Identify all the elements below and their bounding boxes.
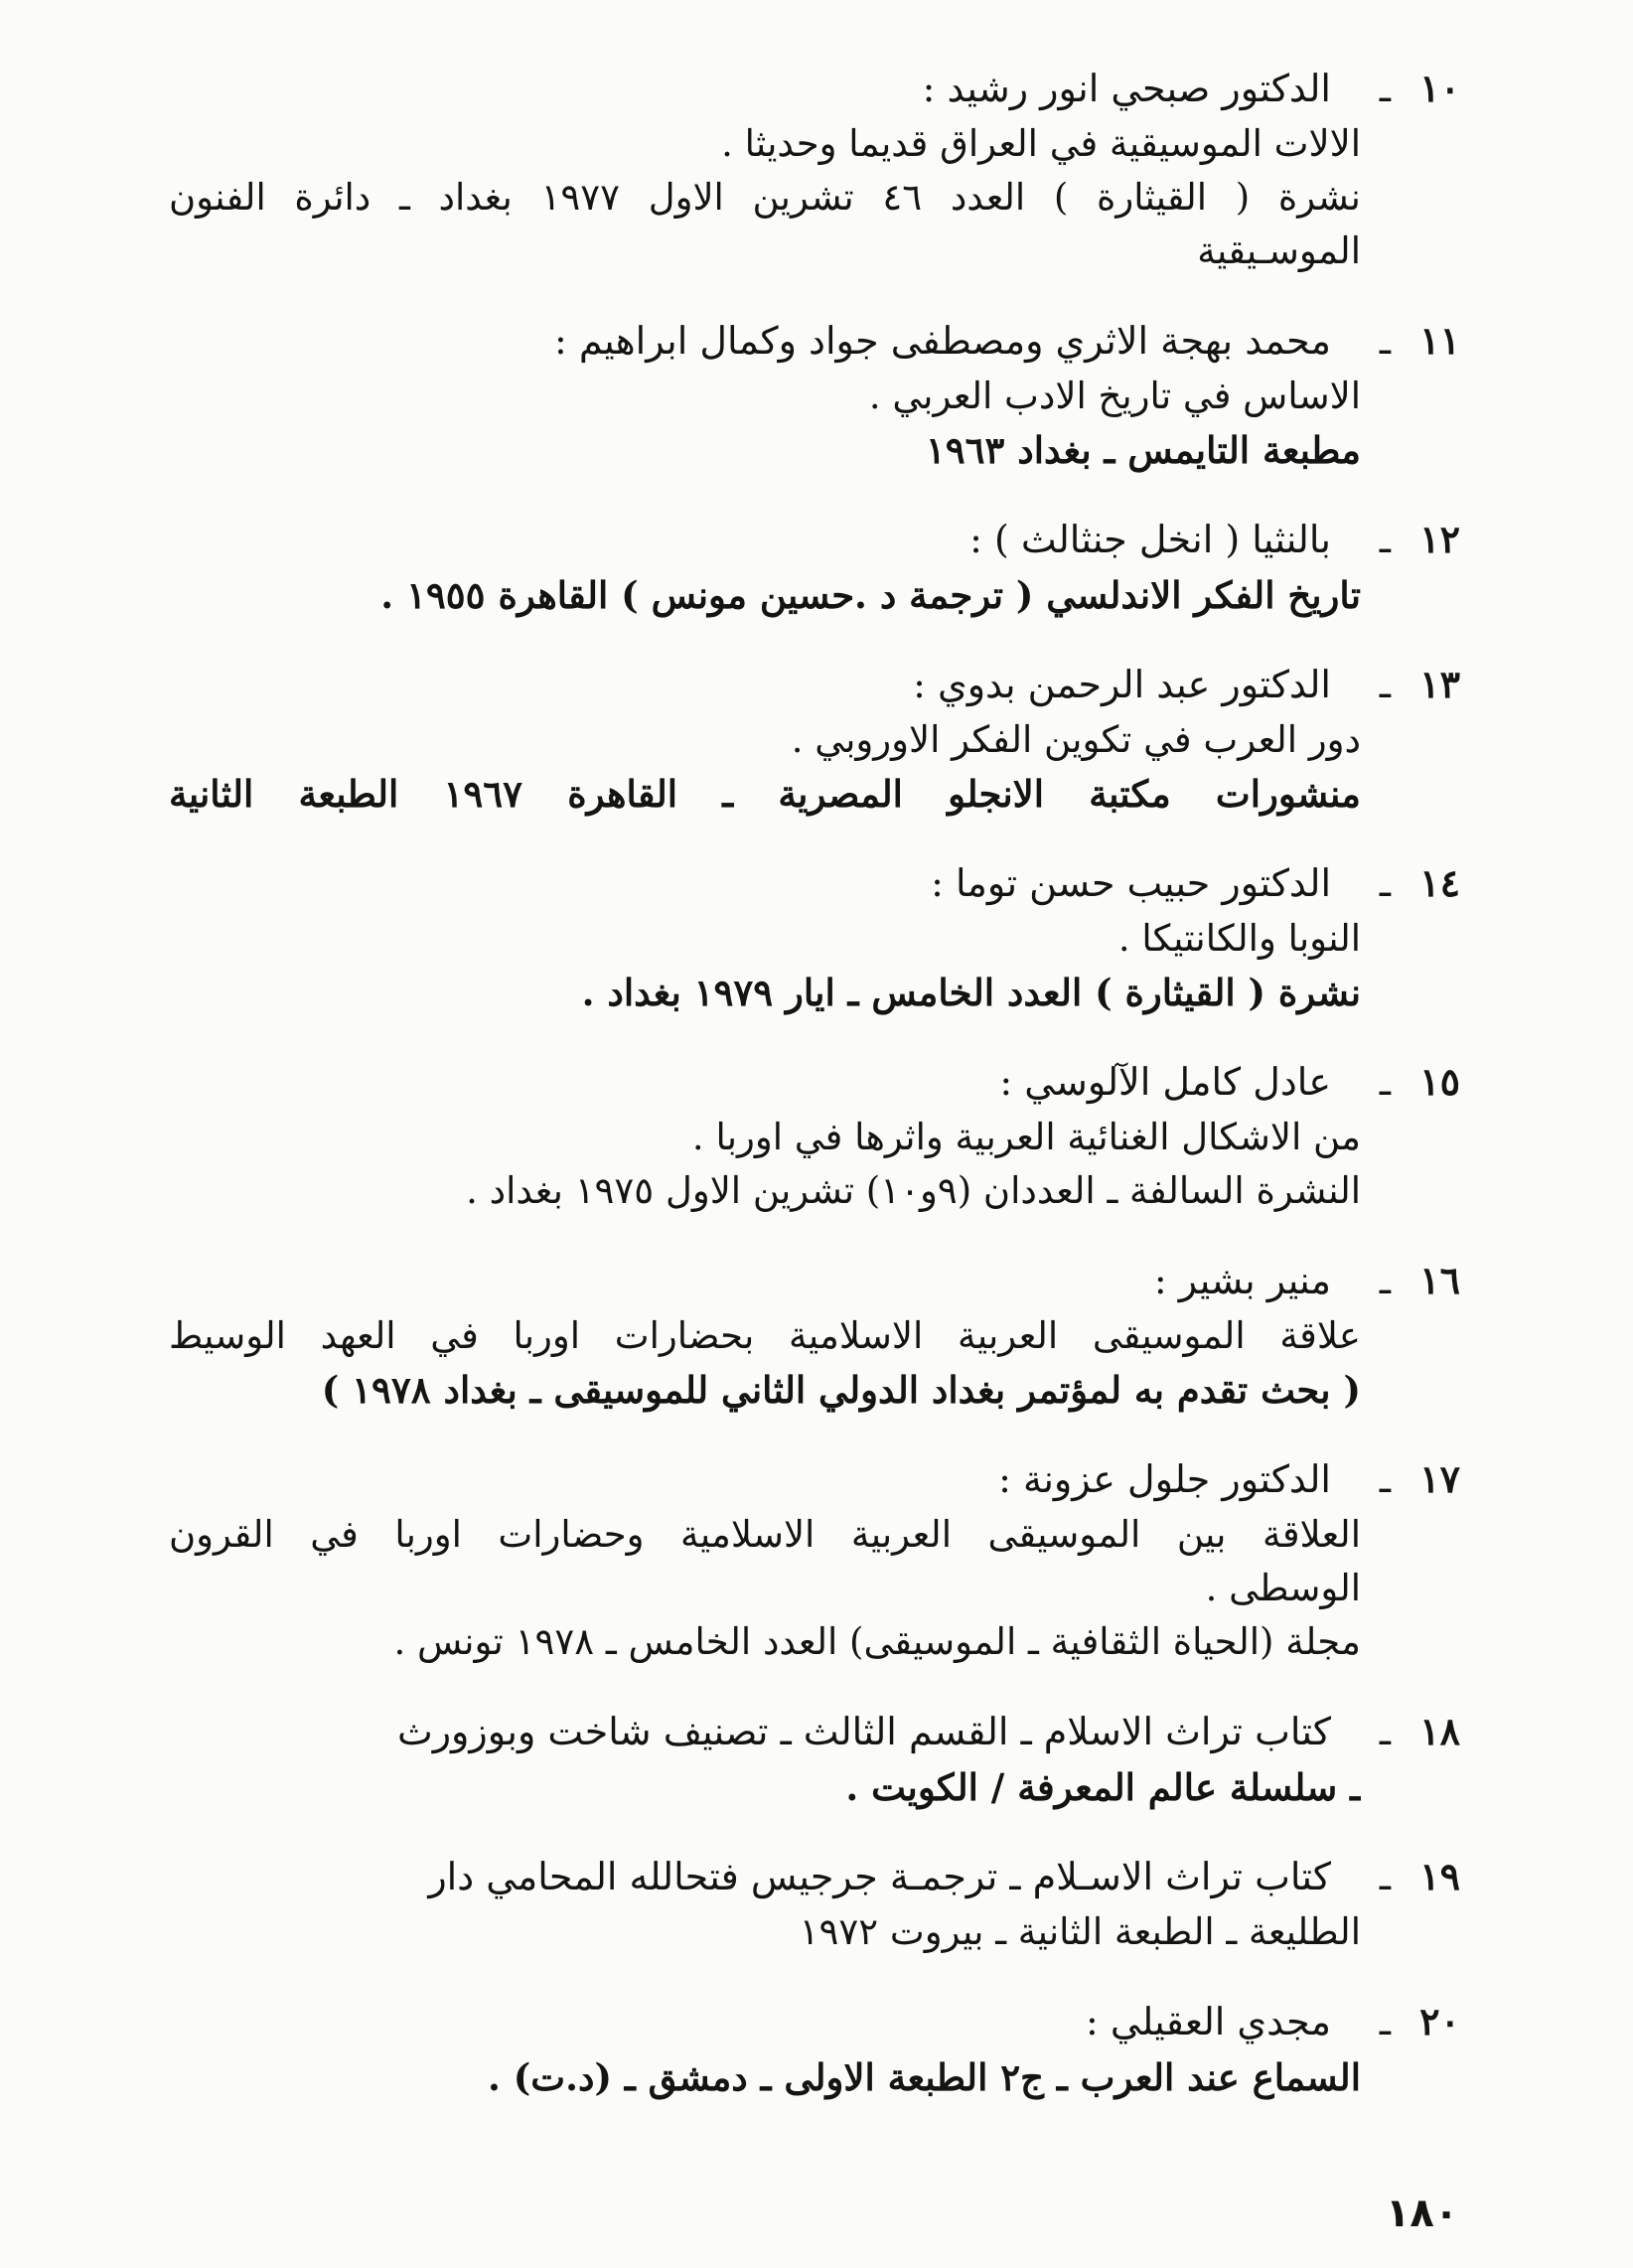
bibliography-entry: [169, 1252, 1460, 1417]
entry-details: [169, 370, 1361, 477]
bibliography-entry: [169, 60, 1460, 278]
entry-details: [169, 1905, 1361, 1959]
entry-number: ٢٠: [1419, 1999, 1460, 2043]
entry-number: ١١: [1419, 318, 1460, 363]
entry-author: محمد بهجة الاثري ومصطفى جواد وكمال ابراهيم :: [553, 319, 1331, 363]
bibliography-entry: [169, 1993, 1460, 2104]
bibliography-entry: [169, 1848, 1460, 1959]
entry-author: الدكتور جلول عزونة :: [998, 1457, 1331, 1501]
entry-dash: ـ: [1379, 2000, 1391, 2043]
entry-heading: [169, 656, 1460, 713]
entry-dash: ـ: [1379, 1855, 1391, 1898]
entry-line: الالات الموسيقية في العراق قديما وحديثا .: [721, 122, 1361, 165]
entry-dash: ـ: [1379, 1710, 1391, 1753]
entry-number: ١٥: [1419, 1059, 1460, 1104]
entry-details: [169, 2050, 1361, 2104]
entry-author: كتاب تراث الاسلام ـ القسم الثالث ـ تصنيف شاخت وبوزورث: [396, 1710, 1331, 1753]
entry-details: [169, 568, 1361, 622]
bibliography-entry: [169, 511, 1460, 622]
bibliography-entry: [169, 312, 1460, 477]
entry-number: ١٧: [1419, 1456, 1460, 1501]
entry-author: الدكتور حبيب حسن توما :: [931, 861, 1331, 905]
entry-number: ١٦: [1419, 1258, 1460, 1302]
entry-line: السماع عند العرب ـ ج٢ الطبعة الاولى ـ دمشق ـ (د.ت) .: [488, 2055, 1361, 2099]
entry-line: الطليعة ـ الطبعة الثانية ـ بيروت ١٩٧٢: [799, 1910, 1361, 1953]
entry-heading: [169, 1053, 1460, 1111]
bibliography-entry: [169, 1053, 1460, 1218]
entry-number: ١٣: [1419, 662, 1460, 706]
entry-number: ١٨: [1419, 1709, 1460, 1753]
entry-details: [169, 1760, 1361, 1814]
entry-author: بالنثيا ( انخل جنثالث ) :: [969, 518, 1331, 561]
bibliography-entry: [169, 854, 1460, 1019]
entry-line: مطبعة التايمس ـ بغداد ١٩٦٣: [925, 428, 1361, 472]
entry-line: نشرة ( القيثارة ) العدد الخامس ـ ايار ١٩٧٩ بغداد .: [581, 971, 1361, 1014]
entry-line: مجلة (الحياة الثقافية ـ الموسيقى) العدد الخامس ـ ١٩٧٨ تونس .: [393, 1620, 1361, 1663]
entry-dash: ـ: [1379, 663, 1391, 706]
entry-line: ـ سلسلة عالم المعرفة / الكويت .: [845, 1765, 1361, 1809]
entry-dash: ـ: [1379, 67, 1391, 110]
entry-line: منشورات مكتبة الانجلو المصرية ـ القاهرة ١٩٦٧ الطبعة الثانية: [169, 772, 1361, 816]
entry-line: علاقة الموسيقى العربية الاسلامية بحضارات اوربا في العهد الوسيط: [169, 1314, 1361, 1357]
entry-dash: ـ: [1379, 1457, 1391, 1501]
entry-author: عادل كامل الآلوسي :: [999, 1060, 1331, 1104]
entry-dash: ـ: [1379, 1259, 1391, 1302]
entry-heading: [169, 1703, 1460, 1760]
entry-heading: [169, 511, 1460, 568]
entry-heading: [169, 1252, 1460, 1309]
entry-heading: [169, 1848, 1460, 1905]
entry-dash: ـ: [1379, 1060, 1391, 1104]
bibliography-entry: [169, 1450, 1460, 1669]
entry-details: [169, 713, 1361, 821]
bibliography-list: [169, 60, 1460, 2138]
entry-line: ( بحث تقدم به لمؤتمر بغداد الدولي الثاني للموسيقى ـ بغداد ١٩٧٨ ): [321, 1368, 1361, 1412]
entry-line: دور العرب في تكوين الفكر الاوروبي .: [791, 718, 1361, 761]
entry-line: نشرة ( القيثارة ) العدد ٤٦ تشرين الاول ١٩٧٧ بغداد ـ دائرة الفنون: [169, 176, 1361, 219]
entry-number: ١٩: [1419, 1854, 1460, 1898]
entry-details: [169, 1111, 1361, 1218]
entry-heading: [169, 312, 1460, 370]
entry-author: مجدي العقيلي :: [1086, 2000, 1331, 2043]
entry-heading: [169, 1450, 1460, 1508]
entry-heading: [169, 1993, 1460, 2050]
page-number: ١٨٠: [1386, 2191, 1459, 2236]
entry-line: النوبا والكانتيكا .: [1117, 917, 1361, 960]
entry-line: من الاشكال الغنائية العربية واثرها في اوربا .: [691, 1116, 1361, 1158]
entry-details: [169, 1508, 1361, 1669]
entry-number: ١٤: [1419, 860, 1460, 905]
entry-heading: [169, 854, 1460, 912]
entry-line: الاساس في تاريخ الادب العربي .: [868, 375, 1361, 417]
entry-line: تاريخ الفكر الاندلسي ( ترجمة د .حسين مونس ) القاهرة ١٩٥٥ .: [380, 573, 1361, 617]
entry-number: ١٢: [1419, 517, 1460, 561]
entry-line: الوسطى .: [1205, 1567, 1361, 1609]
entry-author: كتاب تراث الاسـلام ـ ترجمـة جرجيس فتحالله المحامي دار: [428, 1855, 1331, 1898]
entry-details: [169, 1309, 1361, 1417]
entry-author: منير بشير :: [1153, 1259, 1331, 1302]
entry-dash: ـ: [1379, 861, 1391, 905]
entry-author: الدكتور عبد الرحمن بدوي :: [913, 663, 1331, 706]
bibliography-entry: [169, 656, 1460, 821]
entry-heading: [169, 60, 1460, 117]
entry-number: ١٠: [1419, 66, 1460, 110]
entry-dash: ـ: [1379, 518, 1391, 561]
entry-details: [169, 117, 1361, 278]
bibliography-entry: [169, 1703, 1460, 1814]
entry-dash: ـ: [1379, 319, 1391, 363]
entry-line: النشرة السالفة ـ العددان (٩و١٠) تشرين الاول ١٩٧٥ بغداد .: [466, 1169, 1361, 1212]
entry-line: الموسـيقية: [1197, 229, 1361, 272]
entry-line: العلاقة بين الموسيقى العربية الاسلامية وحضارات اوربا في القرون: [169, 1513, 1361, 1556]
entry-author: الدكتور صبحي انور رشيد :: [922, 67, 1331, 110]
entry-details: [169, 912, 1361, 1019]
